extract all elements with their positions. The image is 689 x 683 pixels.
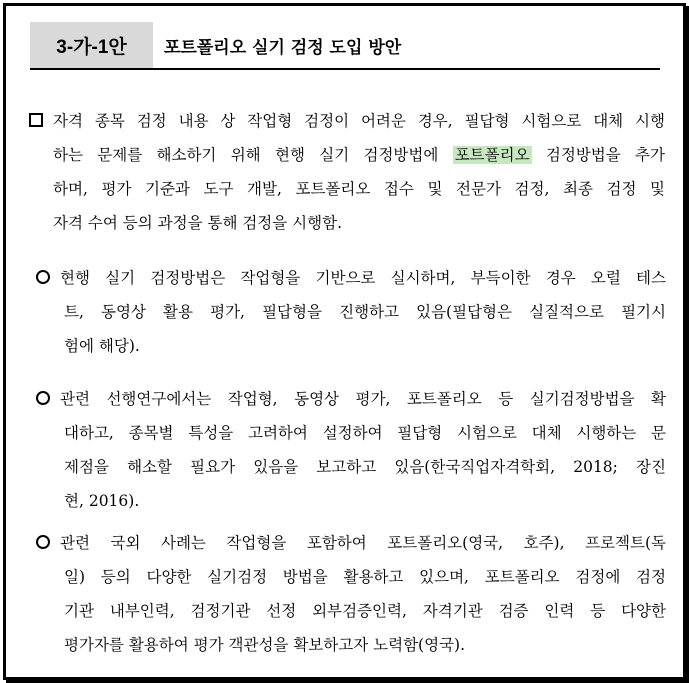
sub-item-2: 관련 선행연구에서는 작업형, 동영상 평가, 포트폴리오 등 실기검정방법을 확 대하고, 종목별 특성을 고려하여 설정하여 필답형 시험으로 대체 시행하는 문 제점을 해소할 필요가 있음을 보고하고 있음(한국직업자격학회, 2018; 장진 현, 2016). (36, 382, 666, 518)
document-frame (3, 3, 686, 680)
square-bullet-icon (29, 113, 43, 127)
sub-item-3: 관련 국외 사례는 작업형을 포함하여 포트폴리오(영국, 호주), 프로젝트(독 일) 등의 다양한 실기검정 방법을 활용하고 있으며, 포트폴리오 검정에 검정 기관 내부인력, 검정기관 선정 외부검증인력, 자격기관 검증 인력 등 다양한 평가자를 활용하여 평가 객관성을 확보하고자 노력함(영국). (36, 526, 666, 662)
circle-bullet-icon (36, 535, 50, 549)
main-line-2: 하는 문제를 해소하기 위해 현행 실기 검정방법에 포트폴리오 검정방법을 추가 (53, 146, 666, 164)
main-line-3: 하며, 평가 기준과 도구 개발, 포트폴리오 접수 및 전문가 검정, 최종 검정 및 (53, 180, 665, 198)
circle-bullet-icon (36, 270, 50, 284)
section-header (30, 22, 660, 70)
section-title: 포트폴리오 실기 검정 도입 방안 (164, 37, 402, 58)
main-paragraph (29, 104, 665, 240)
main-line-1: 자격 종목 검정 내용 상 작업형 검정이 어려운 경우, 필답형 시험으로 대체 시행 (29, 104, 665, 138)
highlighted-term: 포트폴리오 (454, 146, 530, 164)
main-line-4: 자격 수여 등의 과정을 통해 검정을 시행함. (53, 214, 343, 232)
section-number: 3-가-1안 (30, 22, 153, 68)
sub-item-1: 현행 실기 검정방법은 작업형을 기반으로 실시하며, 부득이한 경우 오럴 테스 트, 동영상 활용 평가, 필답형을 진행하고 있음(필답형은 실질적으로 필기시 험에 해당). (36, 261, 666, 363)
circle-bullet-icon (36, 391, 50, 405)
